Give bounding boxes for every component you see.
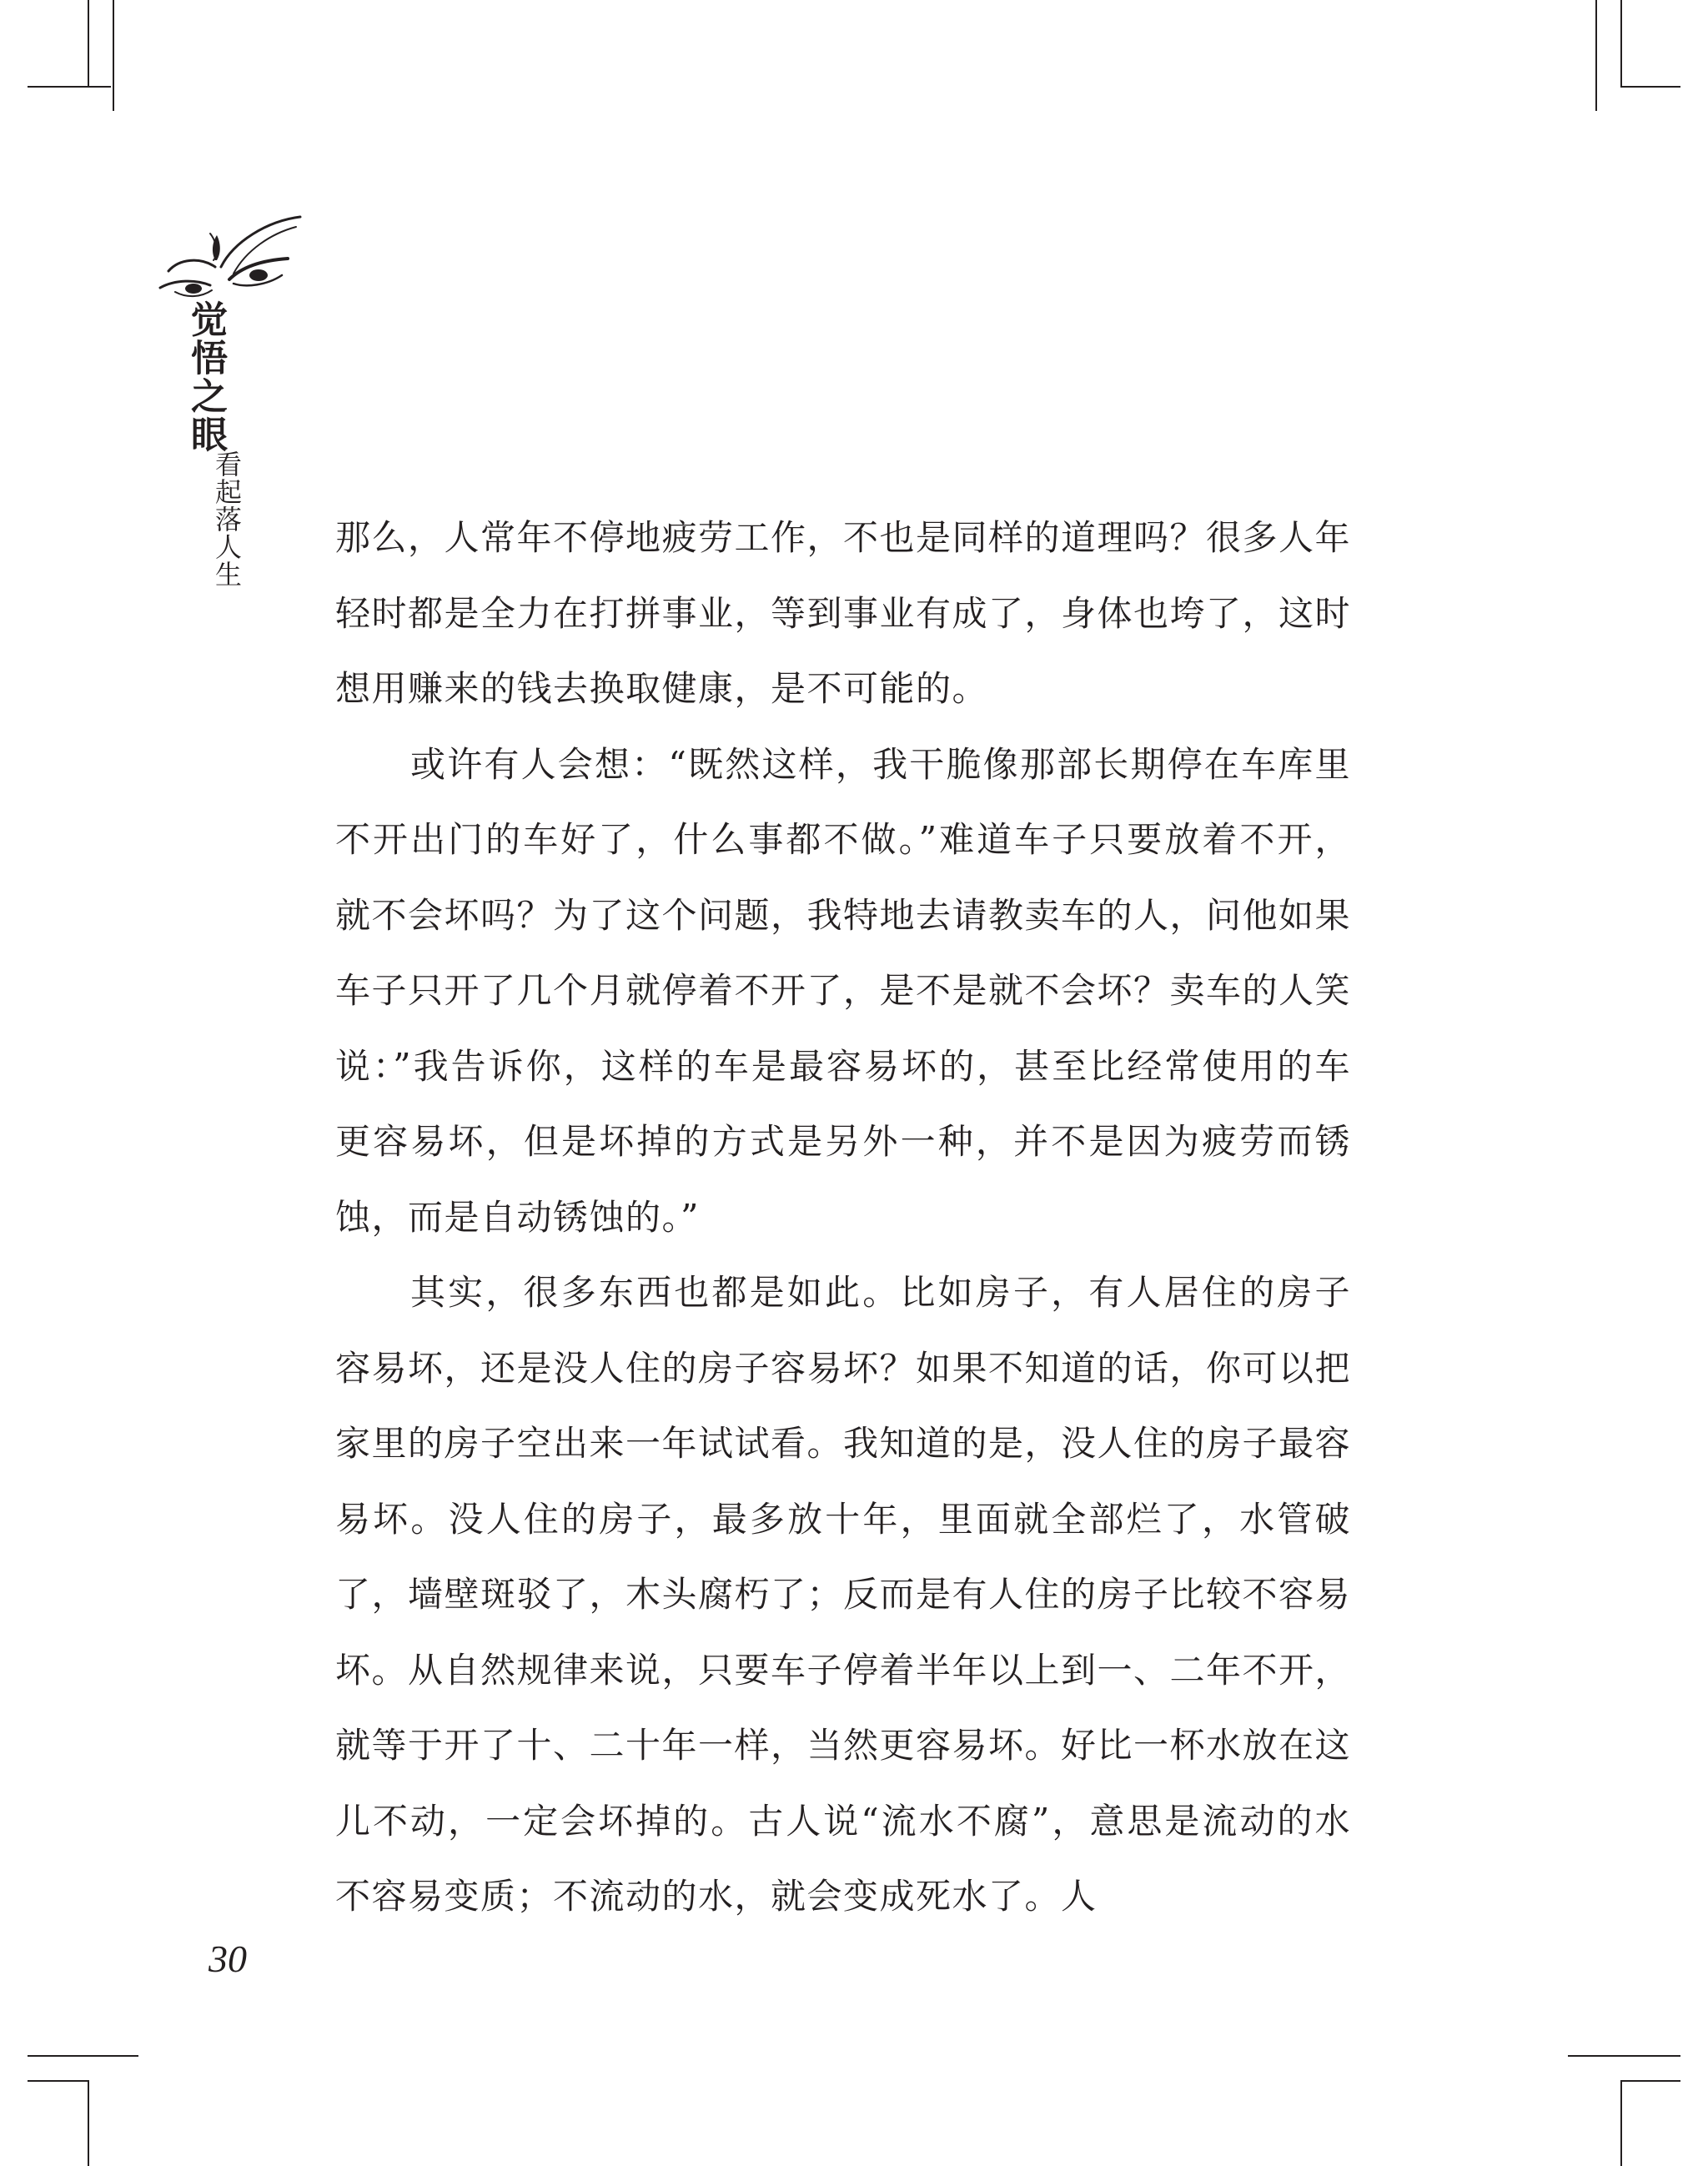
paragraph-2: 或许有人会想：“既然这样，我干脆像那部长期停在车库里不开出门的车好了，什么事都不做。”难道车子只要放着不开，就不会坏吗？为了这个问题，我特地去请教卖车的人，问他如果车子只开了几个月就停着不开了，是不是就不会坏？卖车的人笑说：”我告诉你，这样的车是最容易坏的，甚至比经常使用的车更容易坏，但是坏掉的方式是另外一种，并不是因为疲劳而锈蚀，而是自动锈蚀的。”: [335, 743, 1352, 1238]
crop-mark-top-right-vertical: [1595, 0, 1597, 111]
paragraph-1: 那么，人常年不停地疲劳工作，不也是同样的道理吗？很多人年轻时都是全力在打拼事业，等到事业有成了，身体也垮了，这时想用赚来的钱去换取健康，是不可能的。: [335, 517, 1352, 709]
body-text: [335, 500, 1351, 1935]
crop-mark-top-right-inner-vertical: [1620, 0, 1622, 86]
crop-mark-bottom-left-inner-horizontal: [28, 2080, 88, 2082]
series-title: 觉悟之眼: [184, 300, 227, 454]
crop-mark-top-right-horizontal: [1620, 86, 1680, 88]
crop-mark-bottom-right-vertical: [1620, 2080, 1622, 2166]
crop-mark-bottom-left-vertical: [88, 2080, 89, 2166]
crop-mark-bottom-left-horizontal: [28, 2055, 138, 2057]
crop-mark-top-left-vertical: [113, 0, 114, 111]
crop-mark-top-left-horizontal: [28, 86, 111, 88]
paragraph-3: 其实，很多东西也都是如此。比如房子，有人居住的房子容易坏，还是没人住的房子容易坏？如果不知道的话，你可以把家里的房子空出来一年试试看。我知道的是，没人住的房子最容易坏。没人住的房子，最多放十年，里面就全部烂了，水管破了，墙壁斑驳了，木头腐朽了；反而是有人住的房子比较不容易坏。从自然规律来说，只要车子停着半年以上到一、二年不开，就等于开了十、二十年一样，当然更容易坏。好比一杯水放在这儿不动，一定会坏掉的。古人说“流水不腐”，意思是流动的水不容易变质；不流动的水，就会变成死水了。人: [335, 1272, 1352, 1917]
crop-mark-bottom-right-inner-horizontal: [1620, 2080, 1680, 2082]
page-number: 30: [208, 1937, 247, 1980]
crop-mark-top-left-inner-vertical: [88, 0, 89, 86]
buddha-eyes-icon: [150, 209, 309, 309]
series-subtitle: 看起落人生: [211, 450, 243, 588]
crop-mark-bottom-right-horizontal: [1568, 2055, 1680, 2057]
